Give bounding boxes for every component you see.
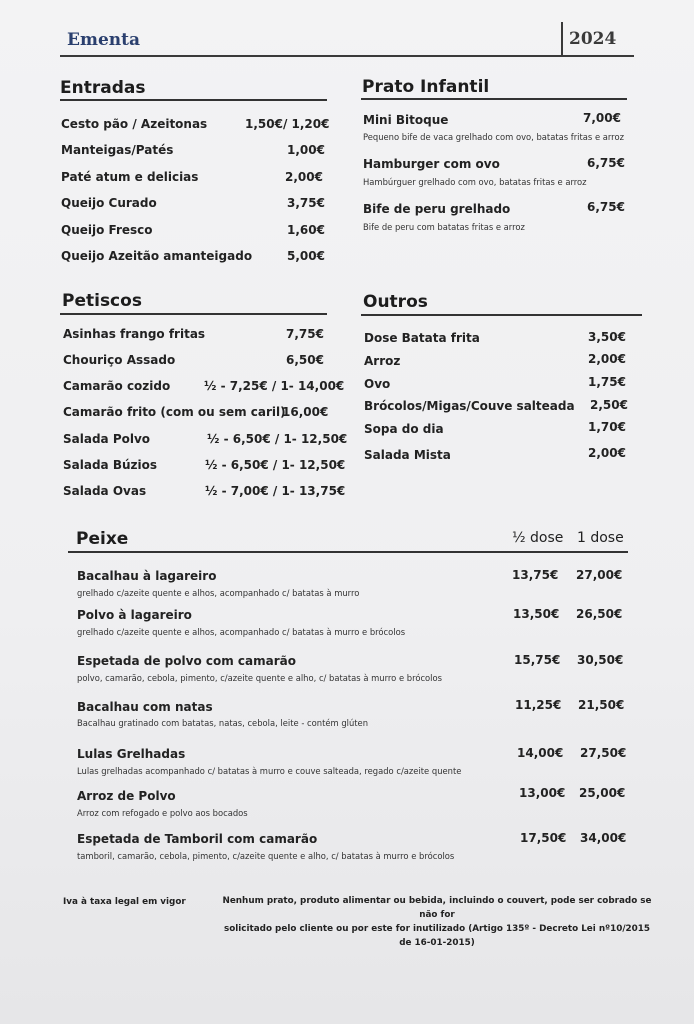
- petiscos-item-price: 7,75€: [286, 327, 324, 341]
- column-header-full-dose: 1 dose: [577, 530, 624, 546]
- petiscos-item-name: Camarão cozido: [63, 379, 171, 393]
- infantil-item-price: 6,75€: [587, 200, 625, 214]
- peixe-item-full-price: 21,50€: [578, 698, 625, 712]
- peixe-item-half-price: 15,75€: [514, 653, 561, 667]
- column-header-half-dose: ½ dose: [512, 530, 564, 546]
- infantil-item-desc: Bife de peru com batatas fritas e arroz: [363, 222, 525, 232]
- peixe-item-desc: Arroz com refogado e polvo aos bocados: [77, 808, 248, 818]
- petiscos-item-price: 16,00€: [282, 405, 329, 419]
- section-rule-entradas: [60, 99, 327, 101]
- peixe-item-half-price: 13,75€: [512, 568, 559, 582]
- peixe-item-desc: tamboril, camarão, cebola, pimento, c/azeite quente e alho, c/ batatas à murro e brócolos: [77, 851, 455, 861]
- entradas-item-price: 1,00€: [287, 143, 325, 157]
- outros-item-price: 2,50€: [590, 398, 628, 412]
- peixe-item-full-price: 25,00€: [579, 786, 626, 800]
- peixe-item-half-price: 13,50€: [513, 607, 560, 621]
- entradas-item-price: 3,75€: [287, 196, 325, 210]
- footer-legal-line: solicitado pelo cliente ou por este for inutilizado (Artigo 135º - Decreto Lei nº10/2015 de 16-01-2015): [223, 924, 651, 948]
- outros-item-name: Brócolos/Migas/Couve salteada: [364, 399, 575, 413]
- infantil-item-name: Hamburger com ovo: [363, 157, 500, 171]
- petiscos-item-price: ½ - 7,25€ / 1- 14,00€: [204, 379, 345, 393]
- peixe-item-name: Arroz de Polvo: [77, 789, 176, 803]
- peixe-item-full-price: 26,50€: [576, 607, 623, 621]
- section-rule-petiscos: [60, 313, 327, 315]
- peixe-item-name: Lulas Grelhadas: [77, 747, 186, 761]
- petiscos-item-name: Camarão frito (com ou sem caril): [63, 405, 286, 419]
- section-rule-outros: [361, 314, 642, 316]
- peixe-item-half-price: 14,00€: [517, 746, 564, 760]
- outros-item-name: Sopa do dia: [364, 422, 444, 436]
- entradas-item-price: 5,00€: [287, 249, 325, 263]
- peixe-item-half-price: 13,00€: [519, 786, 566, 800]
- section-title-petiscos: Petiscos: [62, 291, 142, 311]
- entradas-item-price: 2,00€: [285, 170, 323, 184]
- petiscos-item-price: 6,50€: [286, 353, 324, 367]
- section-title-infantil: Prato Infantil: [362, 77, 490, 97]
- peixe-item-desc: Lulas grelhadas acompanhado c/ batatas à murro e couve salteada, regado c/azeite quente: [77, 766, 462, 776]
- menu-title: Ementa: [67, 30, 140, 50]
- infantil-item-desc: Pequeno bife de vaca grelhado com ovo, batatas fritas e arroz: [363, 132, 624, 142]
- footer-legal-note: [217, 894, 657, 950]
- peixe-item-name: Espetada de Tamboril com camarão: [77, 832, 318, 846]
- petiscos-item-name: Salada Ovas: [63, 484, 147, 498]
- peixe-item-full-price: 30,50€: [577, 653, 624, 667]
- entradas-item-name: Queijo Fresco: [61, 223, 153, 237]
- entradas-item-price: 1,60€: [287, 223, 325, 237]
- footer-legal-line: Nenhum prato, produto alimentar ou bebida, incluindo o couvert, pode ser cobrado se não for: [222, 896, 652, 920]
- peixe-item-full-price: 27,00€: [576, 568, 623, 582]
- section-rule-peixe: [68, 551, 628, 553]
- footer-vat-note: Iva à taxa legal em vigor: [63, 897, 186, 907]
- outros-item-name: Arroz: [364, 354, 401, 368]
- peixe-item-half-price: 17,50€: [520, 831, 567, 845]
- entradas-item-name: Queijo Azeitão amanteigado: [61, 249, 253, 263]
- petiscos-item-name: Asinhas frango fritas: [63, 327, 206, 341]
- peixe-item-name: Bacalhau à lagareiro: [77, 569, 217, 583]
- outros-item-price: 1,70€: [588, 420, 626, 434]
- petiscos-item-name: Salada Polvo: [63, 432, 151, 446]
- header-rule: [60, 55, 634, 57]
- section-title-outros: Outros: [363, 292, 428, 312]
- peixe-item-desc: grelhado c/azeite quente e alhos, acompanhado c/ batatas à murro: [77, 588, 360, 598]
- outros-item-name: Dose Batata frita: [364, 331, 480, 345]
- peixe-item-desc: polvo, camarão, cebola, pimento, c/azeite quente e alho, c/ batatas à murro e brócolos: [77, 673, 442, 683]
- peixe-item-desc: Bacalhau gratinado com batatas, natas, cebola, leite - contém glúten: [77, 718, 369, 728]
- entradas-item-name: Queijo Curado: [61, 196, 157, 210]
- petiscos-item-name: Salada Búzios: [63, 458, 157, 472]
- peixe-item-name: Espetada de polvo com camarão: [77, 654, 296, 668]
- petiscos-item-name: Chouriço Assado: [63, 353, 176, 367]
- infantil-item-price: 7,00€: [583, 111, 621, 125]
- outros-item-name: Salada Mista: [364, 448, 451, 462]
- section-title-peixe: Peixe: [76, 529, 129, 549]
- peixe-item-name: Polvo à lagareiro: [77, 608, 192, 622]
- section-rule-infantil: [361, 98, 627, 100]
- peixe-item-name: Bacalhau com natas: [77, 700, 213, 714]
- peixe-item-full-price: 34,00€: [580, 831, 627, 845]
- section-title-entradas: Entradas: [60, 78, 146, 98]
- outros-item-price: 2,00€: [588, 352, 626, 366]
- infantil-item-price: 6,75€: [587, 156, 625, 170]
- petiscos-item-price: ½ - 6,50€ / 1- 12,50€: [207, 432, 348, 446]
- infantil-item-name: Bife de peru grelhado: [363, 202, 511, 216]
- header-divider: [561, 22, 563, 56]
- peixe-item-desc: grelhado c/azeite quente e alhos, acompanhado c/ batatas à murro e brócolos: [77, 627, 406, 637]
- menu-year: 2024: [569, 29, 617, 49]
- infantil-item-name: Mini Bitoque: [363, 113, 449, 127]
- entradas-item-name: Cesto pão / Azeitonas: [61, 117, 208, 131]
- infantil-item-desc: Hambúrguer grelhado com ovo, batatas fritas e arroz: [363, 177, 587, 187]
- petiscos-item-price: ½ - 7,00€ / 1- 13,75€: [205, 484, 346, 498]
- peixe-item-half-price: 11,25€: [515, 698, 562, 712]
- entradas-item-name: Paté atum e delicias: [61, 170, 199, 184]
- entradas-item-name: Manteigas/Patés: [61, 143, 174, 157]
- peixe-item-full-price: 27,50€: [580, 746, 627, 760]
- outros-item-name: Ovo: [364, 377, 391, 391]
- outros-item-price: 1,75€: [588, 375, 626, 389]
- outros-item-price: 3,50€: [588, 330, 626, 344]
- entradas-item-price: 1,50€/ 1,20€: [245, 117, 330, 131]
- petiscos-item-price: ½ - 6,50€ / 1- 12,50€: [205, 458, 346, 472]
- outros-item-price: 2,00€: [588, 446, 626, 460]
